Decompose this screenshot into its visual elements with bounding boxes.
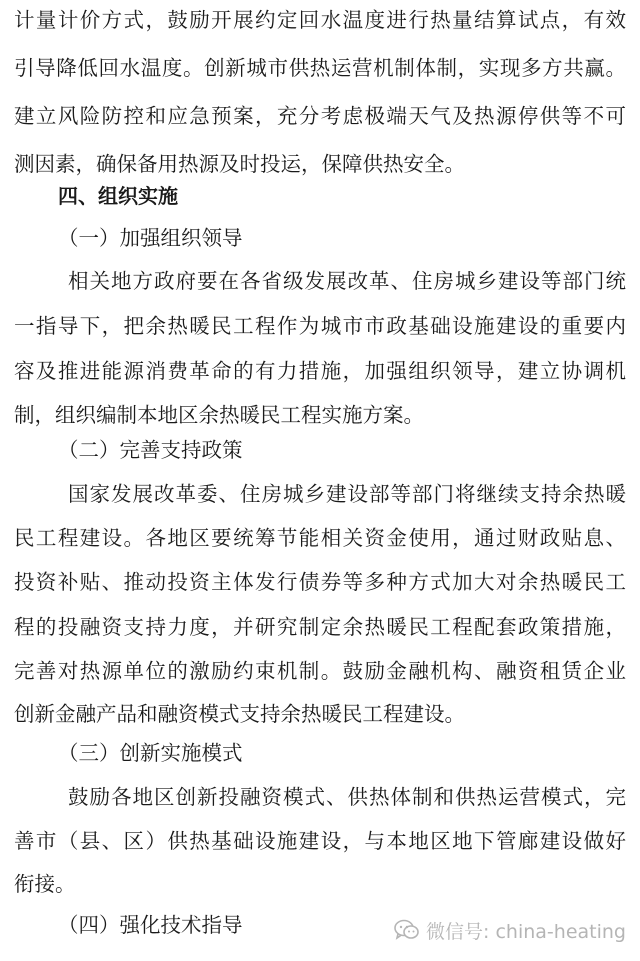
watermark-text: 微信号: china-heating xyxy=(426,920,626,943)
paragraph-line: 一指导下，把余热暖民工程作为城市市政基础设施建设的重要内 xyxy=(14,314,626,338)
paragraph-line: 引导降低回水温度。创新城市供热运营机制体制，实现多方共赢。 xyxy=(14,56,626,80)
paragraph-line: 制，组织编制本地区余热暖民工程实施方案。 xyxy=(14,403,424,427)
subsection-title: （二）完善支持政策 xyxy=(58,438,243,462)
paragraph-line: 完善对热源单位的激励约束机制。鼓励金融机构、融资租赁企业 xyxy=(14,659,626,683)
paragraph-line: 鼓励各地区创新投融资模式、供热体制和供热运营模式，完 xyxy=(68,785,626,809)
paragraph-line: 程的投融资支持力度，并研究制定余热暖民工程配套政策措施， xyxy=(14,615,626,639)
subsection-title: （一）加强组织领导 xyxy=(58,226,243,250)
paragraph-line: 测因素，确保备用热源及时投运，保障供热安全。 xyxy=(14,152,465,176)
paragraph-line: 容及推进能源消费革命的有力措施，加强组织领导，建立协调机 xyxy=(14,359,626,383)
paragraph-line: 民工程建设。各地区要统筹节能相关资金使用，通过财政贴息、 xyxy=(14,526,626,550)
paragraph-line: 创新金融产品和融资模式支持余热暖民工程建设。 xyxy=(14,702,465,726)
paragraph-line: 相关地方政府要在各省级发展改革、住房城乡建设等部门统 xyxy=(68,269,626,293)
paragraph-line: 建立风险防控和应急预案，充分考虑极端天气及热源停供等不可 xyxy=(14,104,626,128)
watermark xyxy=(394,916,626,944)
paragraph-line: 投资补贴、推动投资主体发行债券等多种方式加大对余热暖民工 xyxy=(14,570,626,594)
paragraph-line: 国家发展改革委、住房城乡建设部等部门将继续支持余热暖 xyxy=(68,482,626,506)
paragraph-line: 衔接。 xyxy=(14,872,76,896)
section-title: 四、组织实施 xyxy=(58,184,178,208)
subsection-title: （四）强化技术指导 xyxy=(58,913,243,937)
subsection-title: （三）创新实施模式 xyxy=(58,741,243,765)
wechat-icon xyxy=(394,919,420,941)
paragraph-line: 计量计价方式，鼓励开展约定回水温度进行热量结算试点，有效 xyxy=(14,8,626,32)
paragraph-line: 善市（县、区）供热基础设施建设，与本地区地下管廊建设做好 xyxy=(14,829,626,853)
